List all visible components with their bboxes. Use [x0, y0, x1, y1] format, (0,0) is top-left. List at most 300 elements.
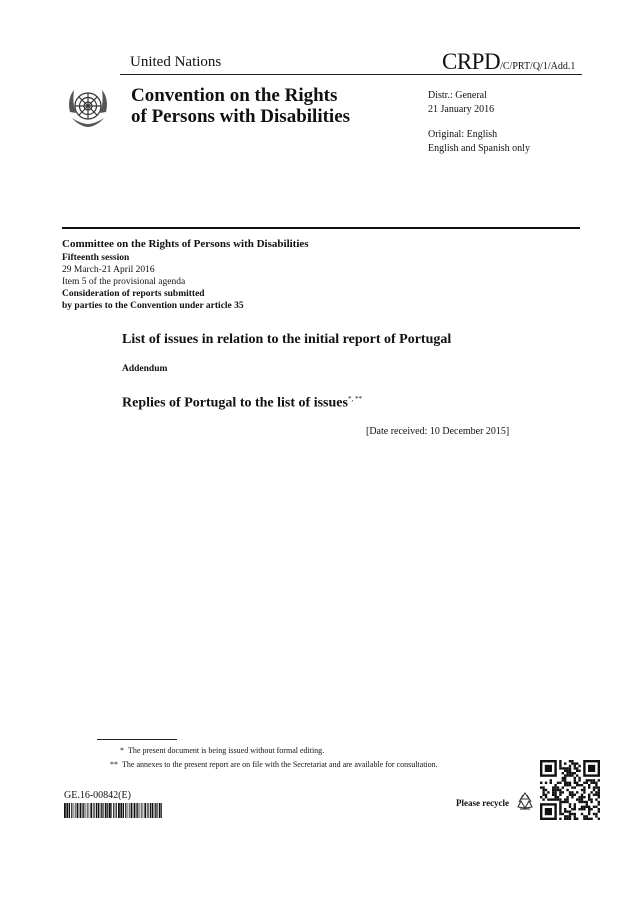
qr-module — [586, 818, 588, 820]
qr-module — [552, 798, 554, 800]
qr-module — [559, 806, 561, 808]
qr-module — [595, 791, 597, 793]
qr-module — [588, 794, 590, 796]
barcode-bar — [118, 803, 120, 818]
distribution-block — [428, 89, 494, 117]
barcode-bar — [143, 803, 144, 818]
qr-module — [583, 808, 585, 810]
qr-module — [590, 818, 592, 820]
footnote-marks: *, ** — [347, 395, 362, 403]
qr-module — [595, 813, 597, 815]
barcode-bar — [131, 803, 133, 818]
qr-module — [595, 786, 597, 788]
qr-module — [569, 791, 571, 793]
barcode-bar — [159, 803, 161, 818]
qr-module — [590, 798, 592, 800]
qr-module — [569, 806, 571, 808]
barcode-bar — [120, 803, 122, 818]
qr-module — [542, 786, 544, 788]
qr-module — [564, 779, 566, 781]
qr-module — [569, 770, 571, 772]
qr-module — [593, 782, 595, 784]
header-rule — [120, 74, 582, 75]
qr-module — [545, 808, 552, 815]
qr-module — [571, 760, 573, 762]
qr-module — [588, 818, 590, 820]
qr-module — [574, 806, 576, 808]
qr-module — [581, 808, 583, 810]
qr-module — [566, 774, 568, 776]
qr-module — [593, 789, 595, 791]
qr-module — [581, 794, 583, 796]
qr-module — [559, 818, 561, 820]
qr-module — [583, 818, 585, 820]
qr-module — [559, 767, 561, 769]
qr-module — [571, 808, 573, 810]
barcode-bar — [123, 803, 124, 818]
qr-module — [574, 803, 576, 805]
qr-module — [578, 796, 580, 798]
qr-module — [559, 762, 561, 764]
qr-module — [566, 782, 568, 784]
footnote-1 — [110, 746, 324, 755]
qr-module — [590, 782, 592, 784]
qr-module — [569, 772, 571, 774]
qr-module — [595, 806, 597, 808]
qr-module — [598, 803, 600, 805]
qr-module — [588, 813, 590, 815]
recycle-label: Please recycle — [456, 798, 510, 808]
qr-module — [574, 779, 576, 781]
body-title-line1: Convention on the Rights — [131, 85, 338, 106]
barcode-bar — [87, 803, 88, 818]
qr-module — [574, 767, 576, 769]
qr-module — [545, 765, 552, 772]
qr-module — [593, 806, 595, 808]
qr-module — [583, 786, 585, 788]
qr-module — [574, 772, 576, 774]
qr-module — [583, 815, 585, 817]
qr-module — [545, 796, 547, 798]
qr-module — [550, 779, 552, 781]
qr-module — [564, 767, 566, 769]
qr-module — [564, 815, 566, 817]
barcode-bar — [113, 803, 114, 818]
qr-module — [593, 813, 595, 815]
qr-module — [588, 806, 590, 808]
qr-module — [557, 789, 559, 791]
qr-module — [578, 798, 580, 800]
replies-text: Replies of Portugal to the list of issues — [122, 395, 348, 411]
qr-module — [569, 803, 571, 805]
qr-module — [571, 813, 573, 815]
symbol-suffix: /C/PRT/Q/1/Add.1 — [500, 61, 576, 72]
qr-module — [559, 803, 561, 805]
qr-module — [574, 813, 576, 815]
qr-module — [583, 806, 585, 808]
qr-module — [562, 786, 564, 788]
barcode-bar — [137, 803, 138, 818]
barcode-bar — [98, 803, 100, 818]
addendum-label: Addendum — [122, 364, 168, 374]
qr-module — [566, 789, 568, 791]
qr-module — [571, 762, 573, 764]
session: Fifteenth session — [62, 253, 130, 263]
barcode-bar — [82, 803, 83, 818]
qr-module — [571, 774, 573, 776]
qr-module — [569, 794, 571, 796]
qr-module — [576, 774, 578, 776]
qr-module — [595, 784, 597, 786]
qr-module — [566, 772, 568, 774]
barcode-bar — [161, 803, 162, 818]
qr-module — [559, 801, 561, 803]
qr-module — [557, 798, 559, 800]
qr-module — [588, 784, 590, 786]
qr-module — [564, 818, 566, 820]
qr-module — [595, 794, 597, 796]
footnote-2-text: The annexes to the present report are on file with the Secretariat and are available for consultation. — [122, 760, 438, 769]
qr-module — [562, 801, 564, 803]
qr-module — [598, 801, 600, 803]
qr-module — [578, 765, 580, 767]
barcode-bar — [102, 803, 103, 818]
qr-module — [576, 784, 578, 786]
qr-module — [566, 818, 568, 820]
barcode-bar — [144, 803, 146, 818]
qr-module — [562, 791, 564, 793]
qr-module — [566, 810, 568, 812]
qr-module — [574, 762, 576, 764]
ge-number: GE.16-00842(E) — [64, 790, 131, 801]
qr-module — [545, 794, 547, 796]
barcode-bar — [156, 803, 157, 818]
barcode-bar — [64, 803, 66, 818]
qr-module — [590, 808, 592, 810]
barcode-bar — [89, 803, 90, 818]
barcode-bar — [134, 803, 136, 818]
barcode-bar — [101, 803, 102, 818]
qr-module — [598, 789, 600, 791]
qr-module — [542, 789, 544, 791]
qr-module — [581, 801, 583, 803]
qr-module — [540, 796, 542, 798]
barcode-bar — [111, 803, 112, 818]
qr-module — [566, 798, 568, 800]
qr-module — [576, 798, 578, 800]
qr-module — [564, 798, 566, 800]
qr-module — [550, 798, 552, 800]
qr-module — [566, 767, 568, 769]
qr-module — [593, 794, 595, 796]
qr-module — [550, 782, 552, 784]
qr-module — [554, 789, 556, 791]
session-block — [62, 252, 244, 312]
qr-module — [595, 782, 597, 784]
qr-module — [569, 774, 571, 776]
qr-module — [552, 794, 554, 796]
qr-module — [559, 782, 561, 784]
document-title: List of issues in relation to the initial report of Portugal — [122, 332, 452, 347]
qr-module — [554, 791, 556, 793]
qr-module — [588, 779, 590, 781]
qr-module — [576, 762, 578, 764]
qr-module — [574, 794, 576, 796]
qr-module — [554, 798, 556, 800]
qr-module — [576, 791, 578, 793]
section-rule — [62, 227, 580, 229]
qr-module — [578, 770, 580, 772]
qr-module — [554, 784, 556, 786]
qr-module — [586, 806, 588, 808]
barcode-bar — [116, 803, 117, 818]
qr-module — [569, 815, 571, 817]
qr-module — [564, 777, 566, 779]
qr-module — [564, 762, 566, 764]
qr-module — [566, 801, 568, 803]
barcode-bar — [86, 803, 87, 818]
qr-module — [590, 801, 592, 803]
qr-module — [557, 786, 559, 788]
qr-module — [598, 786, 600, 788]
language-block — [428, 128, 530, 156]
qr-module — [569, 765, 571, 767]
qr-module — [559, 794, 561, 796]
qr-module — [583, 791, 585, 793]
qr-module — [569, 760, 571, 762]
qr-module — [586, 779, 588, 781]
qr-code-icon — [540, 760, 600, 820]
qr-module — [545, 789, 547, 791]
qr-module — [569, 767, 571, 769]
barcode — [64, 803, 162, 818]
qr-module — [571, 772, 573, 774]
qr-module — [593, 786, 595, 788]
agenda-item: Item 5 of the provisional agenda — [62, 277, 186, 287]
barcode-bar — [77, 803, 79, 818]
barcode-bar — [147, 803, 148, 818]
qr-module — [552, 789, 554, 791]
qr-module — [576, 770, 578, 772]
document-symbol — [442, 49, 575, 75]
qr-module — [559, 791, 561, 793]
original-language: Original: English — [428, 129, 498, 140]
qr-module — [559, 765, 561, 767]
qr-module — [559, 760, 561, 762]
qr-module — [562, 779, 564, 781]
qr-module — [557, 782, 559, 784]
barcode-bar — [109, 803, 111, 818]
qr-module — [542, 798, 544, 800]
qr-module — [598, 808, 600, 810]
barcode-bar — [66, 803, 68, 818]
issue-date: 21 January 2016 — [428, 104, 495, 115]
barcode-bar — [83, 803, 84, 818]
qr-module — [566, 815, 568, 817]
qr-module — [598, 779, 600, 781]
qr-module — [578, 801, 580, 803]
qr-module — [590, 779, 592, 781]
qr-module — [559, 808, 561, 810]
qr-module — [586, 801, 588, 803]
qr-module — [564, 810, 566, 812]
recycle-icon — [514, 790, 536, 812]
qr-module — [581, 789, 583, 791]
footnote-2 — [104, 760, 438, 769]
qr-module — [588, 786, 590, 788]
qr-module — [583, 801, 585, 803]
qr-module — [569, 813, 571, 815]
qr-module — [571, 791, 573, 793]
barcode-bar — [128, 803, 129, 818]
qr-module — [559, 813, 561, 815]
un-emblem-icon — [62, 82, 114, 134]
qr-module — [562, 777, 564, 779]
barcode-bar — [71, 803, 72, 818]
qr-module — [574, 765, 576, 767]
qr-module — [598, 810, 600, 812]
qr-module — [583, 796, 585, 798]
distribution: Distr.: General — [428, 90, 487, 101]
qr-module — [588, 796, 590, 798]
barcode-bar — [75, 803, 76, 818]
qr-module — [588, 765, 595, 772]
qr-module — [569, 810, 571, 812]
qr-module — [574, 818, 576, 820]
qr-module — [559, 798, 561, 800]
qr-module — [578, 777, 580, 779]
barcode-bar — [141, 803, 142, 818]
qr-module — [542, 794, 544, 796]
qr-module — [564, 774, 566, 776]
barcode-bar — [150, 803, 151, 818]
footnote-1-mark: * — [120, 746, 124, 755]
body-title — [131, 85, 421, 127]
available-languages: English and Spanish only — [428, 143, 530, 154]
qr-module — [595, 798, 597, 800]
qr-module — [581, 784, 583, 786]
qr-module — [564, 801, 566, 803]
qr-module — [571, 796, 573, 798]
qr-module — [564, 784, 566, 786]
footnote-1-text: The present document is being issued without formal editing. — [128, 746, 325, 755]
qr-module — [598, 796, 600, 798]
barcode-bar — [107, 803, 108, 818]
qr-module — [566, 796, 568, 798]
qr-module — [569, 782, 571, 784]
qr-module — [581, 813, 583, 815]
barcode-bar — [152, 803, 154, 818]
barcode-bar — [93, 803, 94, 818]
qr-module — [586, 815, 588, 817]
qr-module — [586, 782, 588, 784]
qr-module — [564, 770, 566, 772]
qr-module — [564, 782, 566, 784]
qr-module — [598, 818, 600, 820]
qr-module — [574, 777, 576, 779]
qr-module — [571, 786, 573, 788]
date-received: [Date received: 10 December 2015] — [366, 426, 510, 437]
qr-module — [562, 813, 564, 815]
qr-module — [559, 789, 561, 791]
barcode-bar — [129, 803, 130, 818]
organization-name: United Nations — [130, 54, 222, 70]
footnote-rule — [97, 739, 177, 740]
qr-module — [586, 803, 588, 805]
qr-module — [566, 784, 568, 786]
qr-module — [583, 782, 585, 784]
barcode-bar — [80, 803, 82, 818]
qr-module — [542, 791, 544, 793]
qr-module — [540, 786, 542, 788]
qr-module — [574, 782, 576, 784]
qr-module — [562, 772, 564, 774]
committee-name: Committee on the Rights of Persons with Disabilities — [62, 238, 309, 250]
symbol-main: CRPD — [442, 49, 501, 74]
qr-module — [547, 798, 549, 800]
qr-module — [574, 815, 576, 817]
qr-module — [578, 779, 580, 781]
session-dates: 29 March-21 April 2016 — [62, 265, 155, 275]
qr-module — [554, 796, 556, 798]
qr-module — [578, 808, 580, 810]
qr-module — [581, 806, 583, 808]
qr-module — [576, 767, 578, 769]
qr-module — [593, 779, 595, 781]
barcode-bar — [90, 803, 92, 818]
qr-module — [583, 789, 585, 791]
qr-module — [552, 791, 554, 793]
qr-module — [566, 770, 568, 772]
barcode-bar — [125, 803, 126, 818]
consideration-line2: by parties to the Convention under article 35 — [62, 301, 244, 311]
qr-module — [554, 794, 556, 796]
qr-module — [545, 782, 547, 784]
qr-module — [598, 791, 600, 793]
qr-module — [571, 794, 573, 796]
barcode-bar — [96, 803, 97, 818]
qr-module — [552, 786, 554, 788]
qr-module — [576, 782, 578, 784]
barcode-bar — [69, 803, 70, 818]
qr-module — [569, 784, 571, 786]
qr-module — [547, 791, 549, 793]
barcode-bar — [136, 803, 137, 818]
qr-module — [595, 815, 597, 817]
replies-title — [122, 395, 362, 412]
qr-module — [588, 798, 590, 800]
qr-module — [554, 786, 556, 788]
qr-module — [559, 810, 561, 812]
qr-module — [569, 818, 571, 820]
consideration-line1: Consideration of reports submitted — [62, 289, 205, 299]
qr-module — [576, 818, 578, 820]
qr-module — [588, 808, 590, 810]
qr-module — [598, 794, 600, 796]
footnote-2-mark: ** — [110, 760, 118, 769]
barcode-bar — [105, 803, 107, 818]
body-title-line2: of Persons with Disabilities — [131, 106, 351, 127]
barcode-bar — [74, 803, 75, 818]
qr-module — [557, 796, 559, 798]
qr-module — [564, 808, 566, 810]
barcode-bar — [140, 803, 141, 818]
qr-module — [574, 808, 576, 810]
qr-module — [590, 791, 592, 793]
qr-module — [540, 782, 542, 784]
barcode-bar — [155, 803, 156, 818]
qr-module — [578, 784, 580, 786]
